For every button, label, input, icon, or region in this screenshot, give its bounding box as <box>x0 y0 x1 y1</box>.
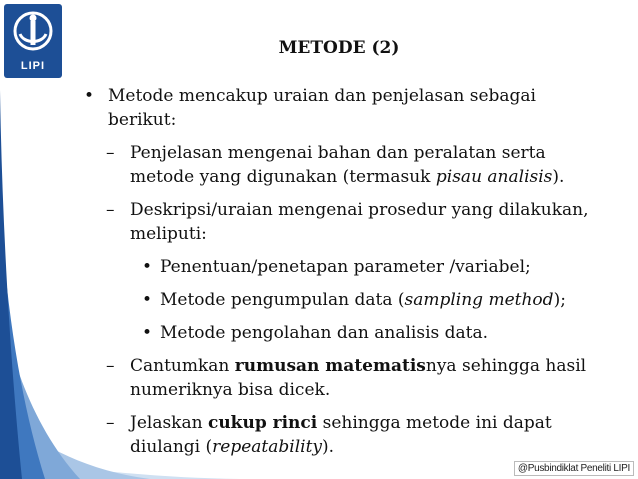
bullet-marker: • <box>142 323 153 343</box>
sub-sub-item-2: • Metode pengumpulan data (sampling method); <box>142 290 566 310</box>
slide-content <box>84 84 604 459</box>
sub-item-1: – Penjelasan mengenai bahan dan peralatan serta metode yang digunakan (termasuk pisau analisis). <box>106 143 565 187</box>
footer-credit: @Pusbindiklat Peneliti LIPI <box>514 461 634 476</box>
sub-item-2: – Deskripsi/uraian mengenai prosedur yang dilakukan, meliputi: <box>106 200 589 244</box>
sub-sub-item-3: • Metode pengolahan dan analisis data. <box>142 323 489 343</box>
bullet-marker: • <box>142 290 153 310</box>
slide-title: METODE (2) <box>278 38 400 58</box>
dash-marker: – <box>106 200 115 220</box>
sub-item-4: – Jelaskan cukup rinci sehingga metode ini dapat diulangi (repeatability). <box>106 413 552 457</box>
sub-item-3: – Cantumkan rumusan matematisnya sehingga hasil numeriknya bisa dicek. <box>106 356 587 400</box>
bullet-marker: • <box>142 257 153 277</box>
bullet-main: • Metode mencakup uraian dan penjelasan sebagai berikut: <box>84 84 604 132</box>
dash-marker: – <box>106 413 115 433</box>
logo-text: LIPI <box>20 60 46 72</box>
dash-marker: – <box>106 143 115 163</box>
sub-sub-item-1: • Penentuan/penetapan parameter /variabel; <box>142 257 531 277</box>
dash-marker: – <box>106 356 115 376</box>
